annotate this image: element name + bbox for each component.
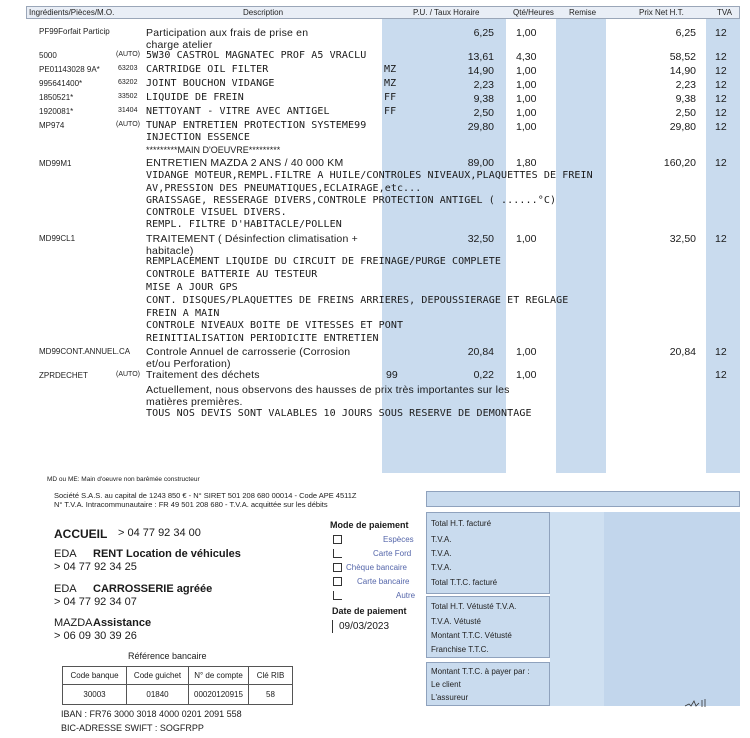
line-ref: 33502 [118, 93, 138, 100]
payment-title: Mode de paiement [330, 520, 409, 530]
line-unit-price: 9,38 [473, 93, 494, 105]
service-unit-price: 20,84 [467, 346, 494, 358]
service-title: et/ou Perforation) [146, 358, 231, 370]
service-detail: MISE A JOUR GPS [146, 282, 238, 293]
service-title: habitacle) [146, 245, 194, 257]
service-title: Controle Annuel de carrosserie (Corrosion [146, 346, 351, 358]
signature-mark [684, 698, 708, 708]
line-brand: FF [384, 106, 397, 117]
line-quantity: 1,00 [516, 27, 537, 39]
service-vat: 12 [715, 233, 727, 245]
line-description: charge atelier [146, 39, 213, 51]
table-header [26, 6, 740, 19]
service-detail: REMPL. FILTRE D'HABITACLE/POLLEN [146, 219, 342, 230]
payment-option-carte-ford: Carte Ford [373, 549, 412, 558]
line-net-price: 58,52 [669, 51, 696, 63]
service-unit-price: 89,00 [467, 157, 494, 169]
mazda-phone: > 06 09 30 39 26 [54, 630, 137, 642]
note-line: Actuellement, nous observons des hausses de prix très importantes sur les [146, 384, 510, 396]
line-net-price: 14,90 [669, 65, 696, 77]
header-quantity: Qté/Heures [513, 8, 554, 17]
bank-ref-title: Référence bancaire [128, 651, 207, 661]
bank-value: 00020120915 [189, 685, 249, 705]
service-ref: (AUTO) [116, 371, 140, 378]
service-title: TRAITEMENT ( Désinfection climatisation + [146, 233, 358, 245]
total-ttc-label: Total T.T.C. facturé [431, 578, 498, 587]
line-net-price: 9,38 [675, 93, 696, 105]
service-detail: REINITIALISATION PERIODICITE ENTRETIEN [146, 333, 379, 344]
line-ref: 63202 [118, 79, 138, 86]
line-quantity: 1,00 [516, 93, 537, 105]
pay-insurer-label: L'assureur [431, 693, 469, 702]
payment-checkbox-carte-ford[interactable] [333, 549, 342, 558]
bank-value: 30003 [63, 685, 127, 705]
mazda-name: Assistance [93, 617, 152, 629]
service-mark: 99 [386, 369, 398, 381]
payment-option-cheque: Chèque bancaire [346, 563, 407, 572]
line-quantity: 1,00 [516, 65, 537, 77]
service-title: Traitement des déchets [146, 369, 260, 381]
tva-label-2: T.V.A. [431, 549, 452, 558]
payment-option-especes: Espèces [383, 535, 414, 544]
totals-values-inner [604, 512, 740, 706]
iban: IBAN : FR76 3000 3018 4000 0201 2091 558 [61, 709, 242, 719]
vetuste-ttc-label: Montant T.T.C. Vétusté [431, 631, 512, 640]
service-code: MD99CL1 [39, 234, 76, 243]
bank-value: 58 [249, 685, 293, 705]
line-code: PE01143028 9A* [39, 65, 100, 74]
accueil-phone: > 04 77 92 34 00 [118, 527, 201, 539]
accueil-label: ACCUEIL [54, 527, 108, 541]
bic-swift: BIC-ADRESSE SWIFT : SOGFRPP [61, 723, 204, 733]
service-code: ZPRDECHET [39, 371, 88, 380]
line-code: MP974 [39, 121, 65, 130]
franchise-label: Franchise T.T.C. [431, 645, 489, 654]
header-net-price: Prix Net H.T. [639, 8, 684, 17]
service-code: MD99M1 [39, 159, 72, 168]
line-unit-price: 2,50 [473, 107, 494, 119]
payment-option-carte-bancaire: Carte bancaire [357, 577, 410, 586]
bank-table [62, 666, 293, 705]
eda-rent-prefix: EDA [54, 548, 77, 560]
line-net-price: 2,23 [675, 79, 696, 91]
tva-label-3: T.V.A. [431, 563, 452, 572]
line-code: 5000 [39, 51, 57, 60]
header-vat: TVA [717, 8, 732, 17]
line-vat: 12 [715, 107, 727, 119]
line-vat: 12 [715, 27, 727, 39]
stripe-remise [556, 19, 606, 473]
service-unit-price: 0,22 [473, 369, 494, 381]
payment-checkbox-autre[interactable] [333, 591, 342, 600]
vetuste-tva-label: T.V.A. Vétusté [431, 617, 481, 626]
service-detail: CONT. DISQUES/PLAQUETTES DE FREINS ARRIERES, DEPOUSSIERAGE ET REGLAGE [146, 295, 569, 306]
note-line: matières premières. [146, 396, 243, 408]
line-description: INJECTION ESSENCE [146, 132, 251, 143]
line-quantity: 4,30 [516, 51, 537, 63]
service-quantity: 1,80 [516, 157, 537, 169]
service-net-price: 160,20 [663, 157, 696, 169]
line-code: PF99Forfait Particip [39, 27, 110, 36]
line-code: 1850521* [39, 93, 74, 102]
service-detail: CONTROLE BATTERIE AU TESTEUR [146, 269, 318, 280]
bank-header: Code guichet [127, 667, 189, 685]
service-detail: GRAISSAGE, RESSERAGE DIVERS,CONTROLE PROTECTION ANTIGEL ( ......°C) [146, 195, 557, 206]
line-description: Participation aux frais de prise en [146, 27, 309, 39]
legal-line: N° T.V.A. Intracommunautaire : FR 49 501 208 680 - T.V.A. acquittée sur les débits [54, 500, 328, 509]
pay-client-label: Le client [431, 680, 461, 689]
header-unit-price: P.U. / Taux Horaire [413, 8, 480, 17]
line-description: NETTOYANT - VITRE AVEC ANTIGEL [146, 106, 330, 117]
service-detail: AV,PRESSION DES PNEUMATIQUES,ECLAIRAGE,etc... [146, 183, 422, 194]
payment-checkbox-especes[interactable] [333, 535, 342, 544]
line-ref: (AUTO) [116, 51, 140, 58]
line-code: 995641400* [39, 79, 83, 88]
service-quantity: 1,00 [516, 233, 537, 245]
eda-rent-name: RENT Location de véhicules [93, 548, 241, 560]
line-unit-price: 6,25 [473, 27, 494, 39]
service-detail: FREIN A MAIN [146, 308, 220, 319]
line-vat: 12 [715, 93, 727, 105]
bank-value: 01840 [127, 685, 189, 705]
line-vat: 12 [715, 51, 727, 63]
pay-by-label: Montant T.T.C. à payer par : [431, 667, 530, 676]
line-description: JOINT BOUCHON VIDANGE [146, 78, 275, 89]
line-code: 1920081* [39, 107, 74, 116]
eda-carrosserie-prefix: EDA [54, 583, 77, 595]
line-description: TUNAP ENTRETIEN PROTECTION SYSTEME99 [146, 120, 367, 131]
line-net-price: 2,50 [675, 107, 696, 119]
note-line: TOUS NOS DEVIS SONT VALABLES 10 JOURS SOUS RESERVE DE DEMONTAGE [146, 408, 532, 419]
payment-checkbox-carte-bancaire[interactable] [333, 577, 342, 586]
legal-line: Société S.A.S. au capital de 1243 850 € - N° SIRET 501 208 680 00014 - Code APE 4511Z [54, 491, 357, 500]
line-vat: 12 [715, 79, 727, 91]
header-items: Ingrédients/Pièces/M.O. [29, 8, 115, 17]
service-net-price: 32,50 [669, 233, 696, 245]
line-ref: 31404 [118, 107, 138, 114]
service-code: MD99CONT.ANNUEL.CA [39, 347, 131, 356]
line-ref: (AUTO) [116, 121, 140, 128]
line-quantity: 1,00 [516, 121, 537, 133]
line-description: LIQUIDE DE FREIN [146, 92, 244, 103]
labor-banner: *********MAIN D'OEUVRE********* [146, 145, 281, 155]
header-discount: Remise [569, 8, 597, 17]
line-vat: 12 [715, 65, 727, 77]
line-description: 5W30 CASTROL MAGNATEC PROF A5 VRACLU [146, 50, 367, 61]
service-vat: 12 [715, 157, 727, 169]
service-detail: REMPLACEMENT LIQUIDE DU CIRCUIT DE FREINAGE/PURGE COMPLETE [146, 256, 501, 267]
line-brand: MZ [384, 78, 397, 89]
line-quantity: 1,00 [516, 107, 537, 119]
line-unit-price: 14,90 [467, 65, 494, 77]
eda-rent-phone: > 04 77 92 34 25 [54, 561, 137, 573]
service-vat: 12 [715, 369, 727, 381]
payment-date-label: Date de paiement [332, 606, 407, 616]
service-quantity: 1,00 [516, 346, 537, 358]
service-detail: CONTROLE NIVEAUX BOITE DE VITESSES ET PONT [146, 320, 404, 331]
vetuste-ht-label: Total H.T. Vétusté T.V.A. [431, 602, 517, 611]
payment-checkbox-cheque[interactable] [333, 563, 342, 572]
line-brand: FF [384, 92, 397, 103]
payment-date-value: 09/03/2023 [339, 621, 390, 632]
total-ht-label: Total H.T. facturé [431, 519, 492, 528]
footnote: MD ou ME: Main d'oeuvre non barêmée constructeur [47, 476, 200, 483]
service-unit-price: 32,50 [467, 233, 494, 245]
payment-option-autre: Autre [396, 591, 416, 600]
bank-header: Code banque [63, 667, 127, 685]
eda-carrosserie-phone: > 04 77 92 34 07 [54, 596, 137, 608]
payment-date-separator [332, 620, 333, 633]
service-detail: VIDANGE MOTEUR,REMPL.FILTRE A HUILE/CONTROLES NIVEAUX,PLAQUETTES DE FREIN [146, 170, 593, 181]
service-net-price: 20,84 [669, 346, 696, 358]
line-net-price: 6,25 [675, 27, 696, 39]
service-detail: CONTROLE VISUEL DIVERS. [146, 207, 287, 218]
line-unit-price: 2,23 [473, 79, 494, 91]
bank-header: N° de compte [189, 667, 249, 685]
service-quantity: 1,00 [516, 369, 537, 381]
eda-carrosserie-name: CARROSSERIE agréée [93, 583, 213, 595]
bank-header: Clé RIB [249, 667, 293, 685]
service-title: ENTRETIEN MAZDA 2 ANS / 40 000 KM [146, 157, 344, 169]
line-unit-price: 13,61 [467, 51, 494, 63]
totals-header-box [426, 491, 740, 507]
line-ref: 63203 [118, 65, 138, 72]
line-description: CARTRIDGE OIL FILTER [146, 64, 269, 75]
line-net-price: 29,80 [669, 121, 696, 133]
header-description: Description [243, 8, 284, 17]
line-brand: MZ [384, 64, 397, 75]
line-vat: 12 [715, 121, 727, 133]
mazda-prefix: MAZDA [54, 617, 93, 629]
service-vat: 12 [715, 346, 727, 358]
line-quantity: 1,00 [516, 79, 537, 91]
tva-label-1: T.V.A. [431, 535, 452, 544]
line-unit-price: 29,80 [467, 121, 494, 133]
